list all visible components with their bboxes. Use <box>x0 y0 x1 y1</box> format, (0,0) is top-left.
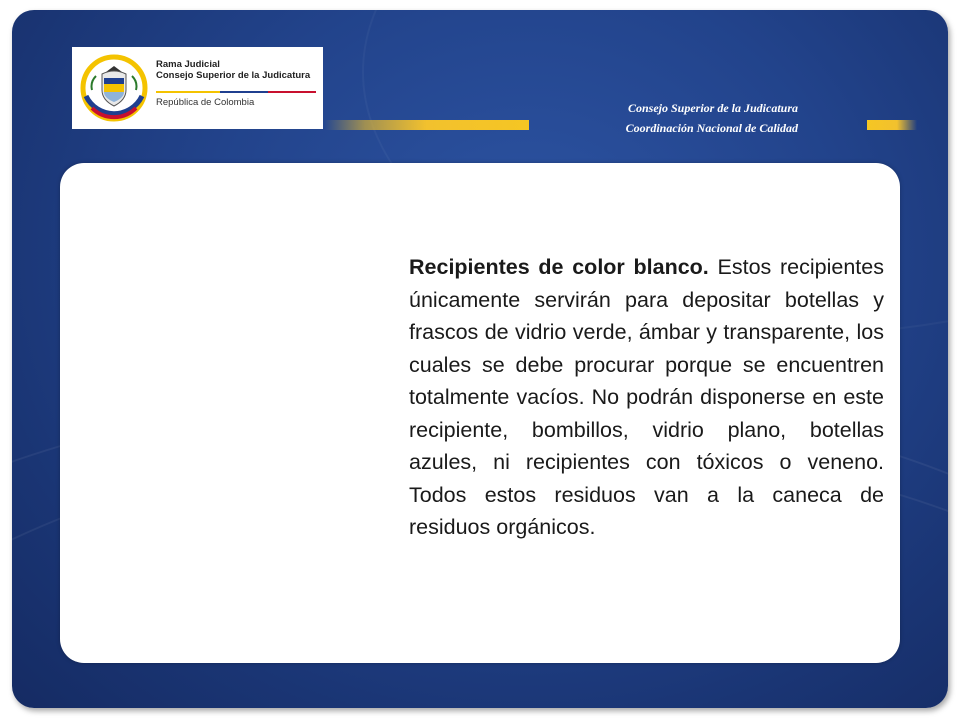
logo-tricolor-rule <box>156 91 316 93</box>
logo-line-1: Rama Judicial <box>156 59 220 70</box>
gold-accent-bar-left <box>324 120 529 130</box>
content-panel <box>60 163 900 663</box>
gold-accent-bar-right <box>867 120 917 130</box>
slide-background <box>12 10 948 708</box>
logo-line-2: Consejo Superior de la Judicatura <box>156 70 311 81</box>
coat-of-arms-icon <box>78 52 150 124</box>
logo-text <box>156 59 311 108</box>
paragraph-lead: Recipientes de color blanco. <box>409 255 709 279</box>
logo-line-3: República de Colombia <box>156 97 255 108</box>
paragraph-body: Estos recipientes únicamente servirán para depositar botellas y frascos de vidrio verde, ámbar y transparente, los cuales se debe procurar porque se encuentren totalmente vacíos. No podrán disponerse en este recipiente, bombillos, vidrio plano, botellas azules, ni recipientes con tóxicos o veneno. Todos estos residuos van a la caneca de residuos orgánicos. <box>409 255 884 539</box>
org-line-2: Coordinación Nacional de Calidad <box>625 121 798 135</box>
organization-header <box>626 98 798 138</box>
body-paragraph <box>409 251 884 544</box>
institution-logo <box>72 47 323 129</box>
org-line-1: Consejo Superior de la Judicatura <box>627 101 798 115</box>
